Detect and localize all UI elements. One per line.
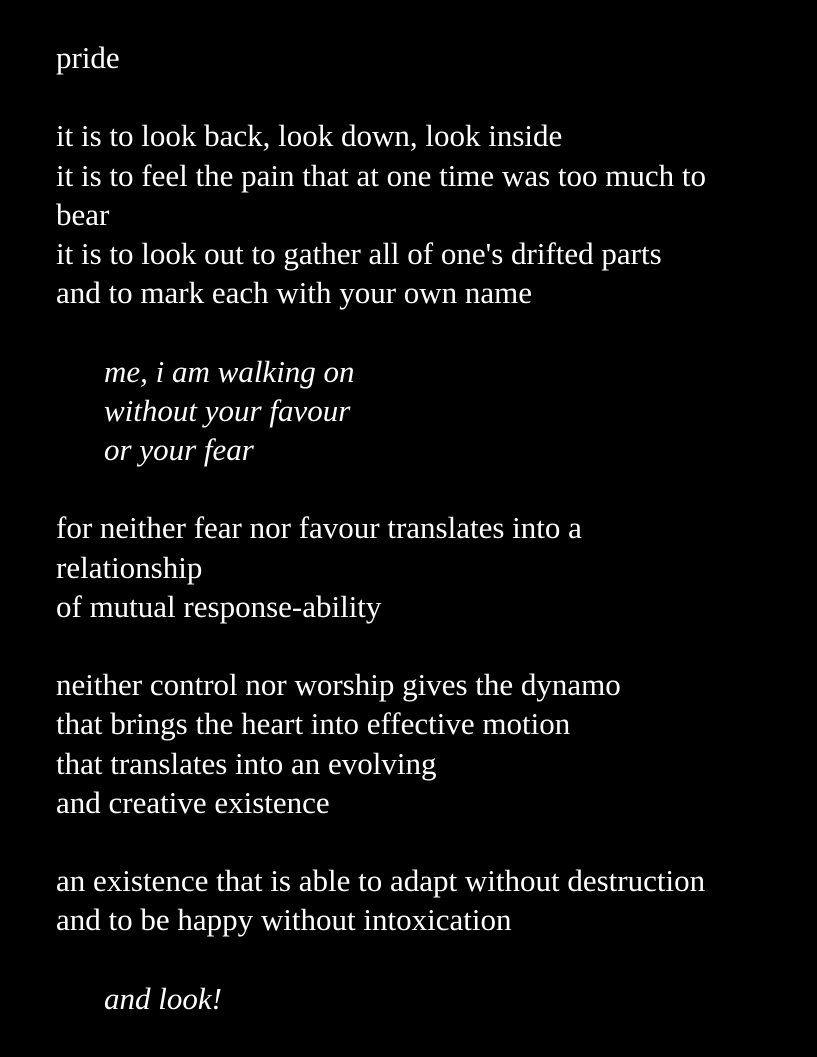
- stanza-3: [56, 508, 786, 626]
- poem-line: that brings the heart into effective motion: [56, 706, 571, 742]
- poem-line-italic: me, i am walking on: [104, 353, 355, 389]
- poem: [56, 38, 786, 1018]
- poem-line: bear: [56, 196, 110, 232]
- poem-line: of mutual response-ability: [56, 588, 382, 624]
- stanza-break: [56, 312, 786, 351]
- stanza-break: [56, 469, 786, 508]
- stanza-break: [56, 77, 786, 116]
- poem-line: neither control nor worship gives the dynamo: [56, 667, 621, 703]
- poem-line: it is to look back, look down, look inside: [56, 118, 563, 154]
- poem-line: and creative existence: [56, 784, 330, 820]
- stanza-break: [56, 822, 786, 861]
- poem-line: it is to look out to gather all of one's drifted parts: [56, 236, 662, 271]
- poem-line: relationship: [56, 549, 203, 585]
- stanza-2-italic: [56, 352, 786, 470]
- closing-line-italic: and look!: [104, 980, 222, 1016]
- poem-line-italic: or your fear: [104, 432, 254, 467]
- poem-line: for neither fear nor favour translates into a: [56, 510, 582, 546]
- stanza-5: [56, 861, 786, 939]
- stanza-break: [56, 626, 786, 665]
- poem-line-italic: without your favour: [104, 392, 351, 428]
- poem-line: and to mark each with your own name: [56, 275, 533, 311]
- poem-line: that translates into an evolving: [56, 745, 437, 781]
- poem-title: pride: [56, 40, 120, 75]
- stanza-1: [56, 116, 786, 312]
- poem-line: it is to feel the pain that at one time was too much to: [56, 157, 706, 193]
- stanza-break: [56, 940, 786, 979]
- stanza-4: [56, 665, 786, 822]
- poem-line: an existence that is able to adapt without destruction: [56, 863, 706, 899]
- poem-line: and to be happy without intoxication: [56, 902, 512, 938]
